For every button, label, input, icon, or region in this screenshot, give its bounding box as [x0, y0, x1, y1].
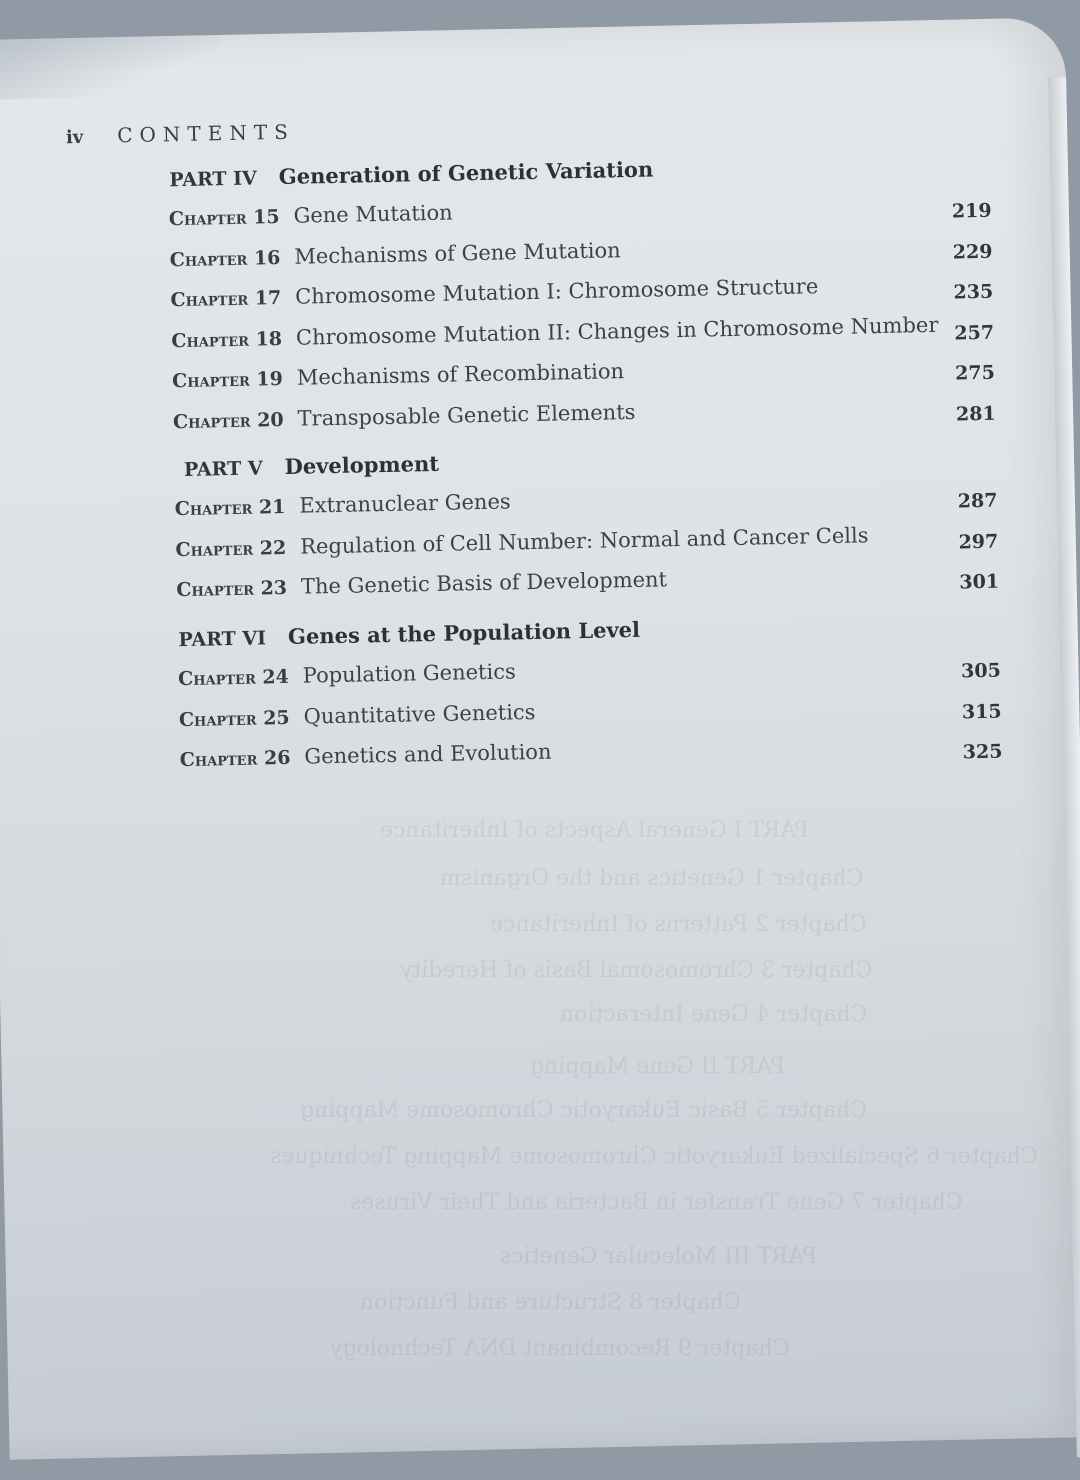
chapter-label: Chapter 20 — [172, 408, 284, 433]
chapter-title: The Genetic Basis of Development — [300, 567, 668, 599]
chapter-label: Chapter 17 — [170, 286, 282, 312]
chapter-label: Chapter 26 — [179, 746, 291, 772]
chapter-page-number: 275 — [954, 361, 996, 385]
page-header — [66, 120, 295, 149]
chapter-title: Genetics and Evolution — [304, 739, 552, 769]
page-number: iv — [65, 126, 84, 149]
chapter-page-number: 229 — [952, 240, 993, 264]
chapter-title: Chromosome Mutation II: Changes in Chromosome Number — [295, 312, 939, 350]
part-title: Generation of Genetic Variation — [278, 156, 654, 190]
chapter-label: Chapter 18 — [171, 327, 283, 352]
chapter-label: Chapter 21 — [174, 495, 286, 521]
chapter-label: Chapter 16 — [169, 246, 281, 271]
chapter-page-number: 315 — [961, 700, 1002, 723]
part-v-section — [166, 440, 999, 618]
part-label: PART IV — [169, 167, 258, 192]
chapter-title: Transposable Genetic Elements — [297, 399, 636, 431]
chapter-page-number: 297 — [958, 530, 999, 553]
part-label: PART V — [183, 457, 263, 481]
chapter-title: Population Genetics — [302, 659, 516, 688]
chapter-label: Chapter 19 — [171, 367, 284, 393]
chapter-page-number: 235 — [953, 280, 994, 304]
chapter-title: Mechanisms of Gene Mutation — [294, 237, 621, 269]
chapter-title: Regulation of Cell Number: Normal and Cancer Cells — [299, 522, 869, 559]
chapter-page-number: 257 — [954, 321, 995, 344]
chapter-title: Chromosome Mutation I: Chromosome Structure — [294, 274, 819, 309]
chapter-title: Extranuclear Genes — [299, 489, 511, 518]
chapter-label: Chapter 15 — [168, 206, 280, 231]
chapter-page-number: 219 — [951, 199, 992, 223]
chapter-label: Chapter 24 — [177, 665, 290, 691]
chapter-page-number: 281 — [955, 402, 996, 425]
chapter-label: Chapter 23 — [176, 576, 288, 602]
chapter-title: Quantitative Genetics — [303, 699, 536, 729]
running-title: CONTENTS — [116, 119, 296, 148]
part-title: Development — [284, 450, 440, 479]
part-label: PART VI — [178, 627, 267, 652]
chapter-page-number: 325 — [962, 740, 1003, 764]
chapter-page-number: 287 — [957, 489, 998, 513]
part-vi-section — [170, 610, 1003, 788]
chapter-title: Mechanisms of Recombination — [296, 359, 625, 390]
part-iv-section — [161, 150, 997, 450]
chapter-page-number: 301 — [959, 570, 1000, 594]
chapter-label: Chapter 25 — [178, 706, 290, 731]
chapter-page-number: 305 — [960, 659, 1002, 683]
chapter-title: Gene Mutation — [293, 200, 453, 228]
part-title: Genes at the Population Level — [287, 616, 641, 649]
chapter-label: Chapter 22 — [175, 536, 287, 561]
